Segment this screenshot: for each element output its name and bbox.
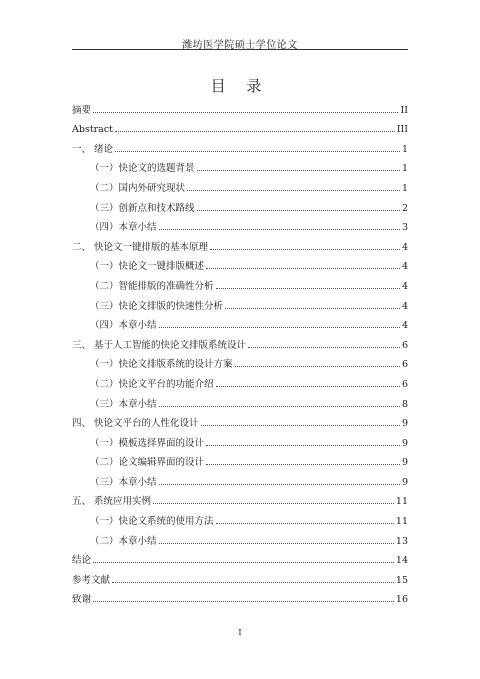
toc-entry-page: 9 [401,418,408,430]
toc-entry-label: 摘要 [72,104,92,116]
toc-entry[interactable] [72,174,408,194]
toc-entry-page: 2 [401,202,408,214]
toc-entry-label: （一）模板选择界面的设计 [90,437,205,449]
toc-entry-label: （二）国内外研究现状 [90,182,186,194]
toc-entry[interactable] [72,370,408,390]
toc-entry-page: III [396,124,408,136]
toc-entry[interactable] [72,586,408,606]
toc-entry-page: 15 [395,574,408,586]
dot-leader [153,503,394,504]
toc-entry[interactable] [72,214,408,234]
dot-leader [248,347,400,348]
dot-leader [93,601,394,602]
toc-entry-page: 6 [401,378,408,390]
toc-entry-page: II [400,104,408,116]
dot-leader [216,288,400,289]
toc-entry-page: 4 [401,320,408,332]
toc-entry-page: 1 [401,163,408,175]
toc-entry[interactable] [72,155,408,175]
dot-leader [159,543,394,544]
toc-entry-label: Abstract [72,124,113,136]
dot-leader [235,366,400,367]
toc-entry-page: 11 [395,496,408,508]
dot-leader [206,268,400,269]
toc-entry-page: 9 [401,476,408,488]
dot-leader [210,249,400,250]
toc-entry[interactable] [72,410,408,430]
toc-entry-page: 8 [401,398,408,410]
page-number: I [238,628,242,637]
toc-entry[interactable] [72,547,408,567]
dot-leader [206,464,400,465]
dot-leader [115,131,395,132]
toc-entry-label: 参考文献 [72,574,111,586]
toc-entry[interactable] [72,527,408,547]
toc-entry-page: 14 [395,555,408,567]
toc-entry-label: （三）本章小结 [90,476,157,488]
toc-entry-page: 16 [395,594,408,606]
toc-entry-label: （三）快论文排版的快速性分析 [90,300,224,312]
toc-entry[interactable] [72,292,408,312]
toc-entry-label: （四）本章小结 [90,320,157,332]
toc-entry-label: （二）快论文平台的功能介绍 [90,378,214,390]
dot-leader [225,308,400,309]
dot-leader [159,406,400,407]
table-of-contents [72,96,408,605]
toc-entry-label: （一）快论文系统的使用方法 [90,516,214,528]
toc-entry-page: 11 [395,516,408,528]
toc-entry-label: 四、 快论文平台的人性化设计 [72,418,199,430]
toc-entry-label: （四）本章小结 [90,222,157,234]
dot-leader [206,445,400,446]
toc-entry-page: 3 [401,222,408,234]
toc-entry-label: 一、 绪论 [72,143,114,155]
toc-entry-page: 6 [401,339,408,351]
toc-entry[interactable] [72,566,408,586]
toc-entry-page: 4 [401,241,408,253]
toc-entry-label: （二）智能排版的准确性分析 [90,280,214,292]
toc-entry-label: （二）论文编辑界面的设计 [90,457,205,469]
dot-leader [201,425,400,426]
toc-entry-label: 结论 [72,555,92,567]
toc-entry-label: （三）本章小结 [90,398,157,410]
toc-entry-page: 1 [401,182,408,194]
toc-entry-page: 9 [401,437,408,449]
dot-leader [159,484,400,485]
toc-entry[interactable] [72,116,408,136]
dot-leader [112,582,394,583]
toc-entry[interactable] [72,429,408,449]
toc-entry[interactable] [72,390,408,410]
toc-entry[interactable] [72,507,408,527]
toc-entry[interactable] [72,351,408,371]
toc-entry-label: 五、 系统应用实例 [72,496,152,508]
toc-entry-label: 二、 快论文一键排版的基本原理 [72,241,209,253]
toc-entry-page: 1 [401,143,408,155]
toc-entry[interactable] [72,468,408,488]
toc-entry-label: 三、 基于人工智能的快论文排版系统设计 [72,339,247,351]
toc-entry-label: （二）本章小结 [90,535,157,547]
toc-entry[interactable] [72,233,408,253]
toc-entry-page: 4 [401,280,408,292]
toc-entry-page: 4 [401,300,408,312]
toc-entry[interactable] [72,272,408,292]
dot-leader [93,562,394,563]
toc-title: 目 录 [210,77,270,95]
toc-entry[interactable] [72,96,408,116]
dot-leader [187,190,400,191]
toc-entry-label: （一）快论文排版系统的设计方案 [90,359,233,371]
dot-leader [159,229,400,230]
running-header: 潍坊医学院硕士学位论文 [182,40,298,51]
toc-entry-label: （一）快论文的选题背景 [90,163,195,175]
toc-entry-page: 9 [401,457,408,469]
toc-entry-label: （三）创新点和技术路线 [90,202,195,214]
toc-entry[interactable] [72,312,408,332]
dot-leader [159,327,400,328]
toc-entry[interactable] [72,194,408,214]
toc-entry-label: （一）快论文一键排版概述 [90,261,205,273]
toc-entry[interactable] [72,253,408,273]
toc-entry-page: 4 [401,261,408,273]
toc-entry[interactable] [72,331,408,351]
dot-leader [93,112,398,113]
toc-entry[interactable] [72,135,408,155]
dot-leader [115,151,400,152]
toc-entry-page: 6 [401,359,408,371]
toc-entry[interactable] [72,449,408,469]
toc-entry-label: 致谢 [72,594,92,606]
dot-leader [216,523,394,524]
toc-entry-page: 13 [395,535,408,547]
dot-leader [197,210,400,211]
header-rule [72,49,408,50]
dot-leader [197,170,400,171]
dot-leader [216,386,400,387]
toc-entry[interactable] [72,488,408,508]
